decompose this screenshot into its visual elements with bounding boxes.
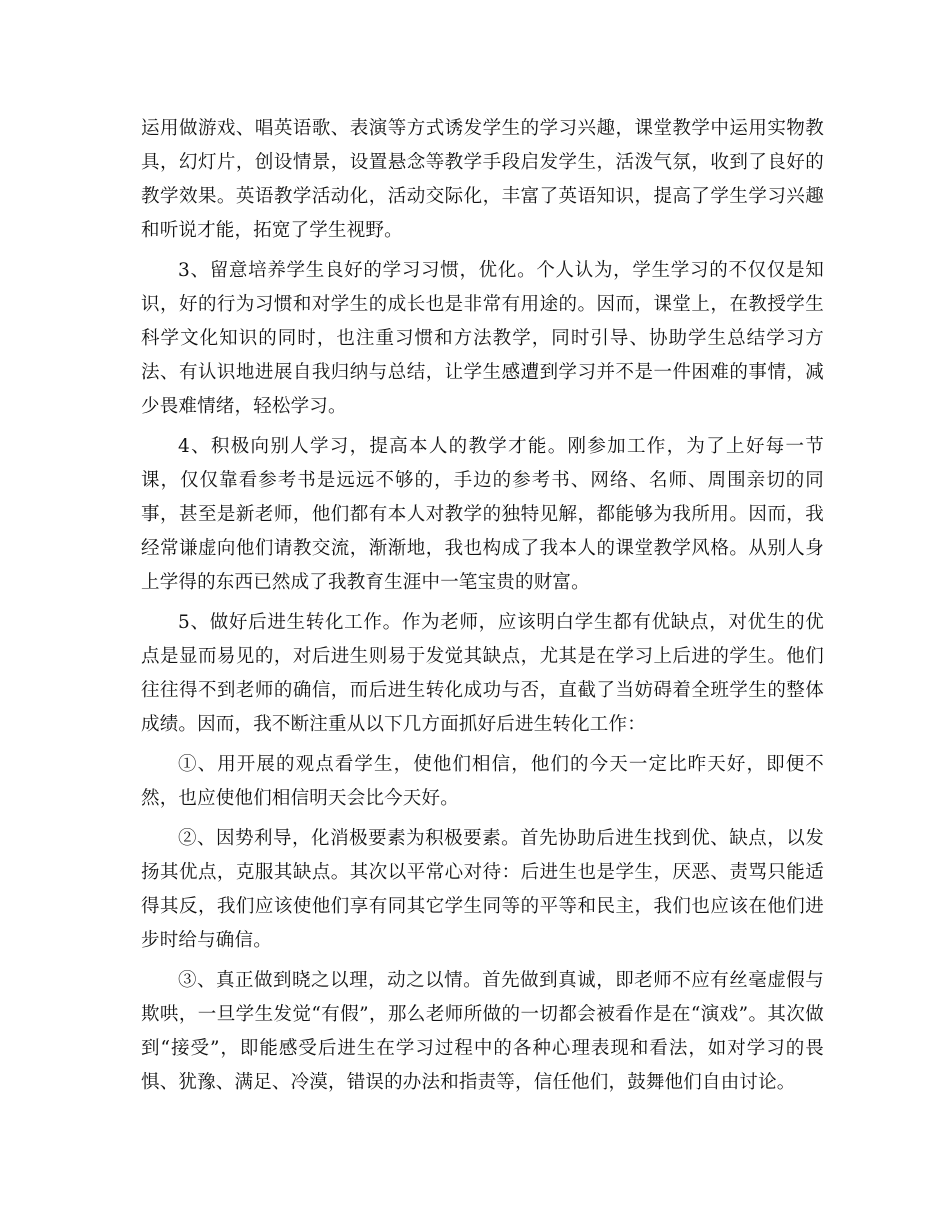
paragraph-5: ①、用开展的观点看学生，使他们相信，他们的今天一定比昨天好，即便不然，也应使他们相信明天会比今天好。 bbox=[141, 754, 824, 809]
paragraph-7: ③、真正做到晓之以理，动之以情。首先做到真诚，即老师不应有丝毫虚假与欺哄，一旦学生发觉“有假”，那么老师所做的一切都会被看作是在“演戏”。其次做到“接受”，即能感受后进生在学习过程中的各种心理表现和看法，如对学习的畏惧、犹豫、满足、冷漠，错误的办法和指责等，信任他们，鼓舞他们自由讨论。 bbox=[141, 970, 824, 1093]
paragraph-6: ②、因势利导，化消极要素为积极要素。首先协助后进生找到优、缺点，以发扬其优点，克服其缺点。其次以平常心对待：后进生也是学生，厌恶、责骂只能适得其反，我们应该使他们享有同其它学生同等的平等和民主，我们也应该在他们进步时给与确信。 bbox=[141, 828, 824, 951]
document-body bbox=[141, 112, 824, 1106]
paragraph-4: 5、做好后进生转化工作。作为老师，应该明白学生都有优缺点，对优生的优点是显而易见的，对后进生则易于发觉其缺点，尤其是在学习上后进的学生。他们往往得不到老师的确信，而后进生转化成功与否，直截了当妨碍着全班学生的整体成绩。因而，我不断注重从以下几方面抓好后进生转化工作： bbox=[141, 612, 824, 735]
paragraph-3: 4、积极向别人学习，提高本人的教学才能。刚参加工作，为了上好每一节课，仅仅靠看参考书是远远不够的，手边的参考书、网络、名师、周围亲切的同事，甚至是新老师，他们都有本人对教学的独特见解，都能够为我所用。因而，我经常谦虚向他们请教交流，渐渐地，我也构成了我本人的课堂教学风格。从别人身上学得的东西已然成了我教育生涯中一笔宝贵的财富。 bbox=[141, 436, 824, 593]
paragraph-1: 运用做游戏、唱英语歌、表演等方式诱发学生的学习兴趣，课堂教学中运用实物教具，幻灯片，创设情景，设置悬念等教学手段启发学生，活泼气氛，收到了良好的教学效果。英语教学活动化，活动交际化，丰富了英语知识，提高了学生学习兴趣和听说才能，拓宽了学生视野。 bbox=[141, 118, 824, 241]
paragraph-2: 3、留意培养学生良好的学习习惯，优化。个人认为，学生学习的不仅仅是知识，好的行为习惯和对学生的成长也是非常有用途的。因而，课堂上，在教授学生科学文化知识的同时，也注重习惯和方法教学，同时引导、协助学生总结学习方法、有认识地进展自我归纳与总结，让学生感遭到学习并不是一件困难的事情，减少畏难情绪，轻松学习。 bbox=[141, 260, 824, 417]
